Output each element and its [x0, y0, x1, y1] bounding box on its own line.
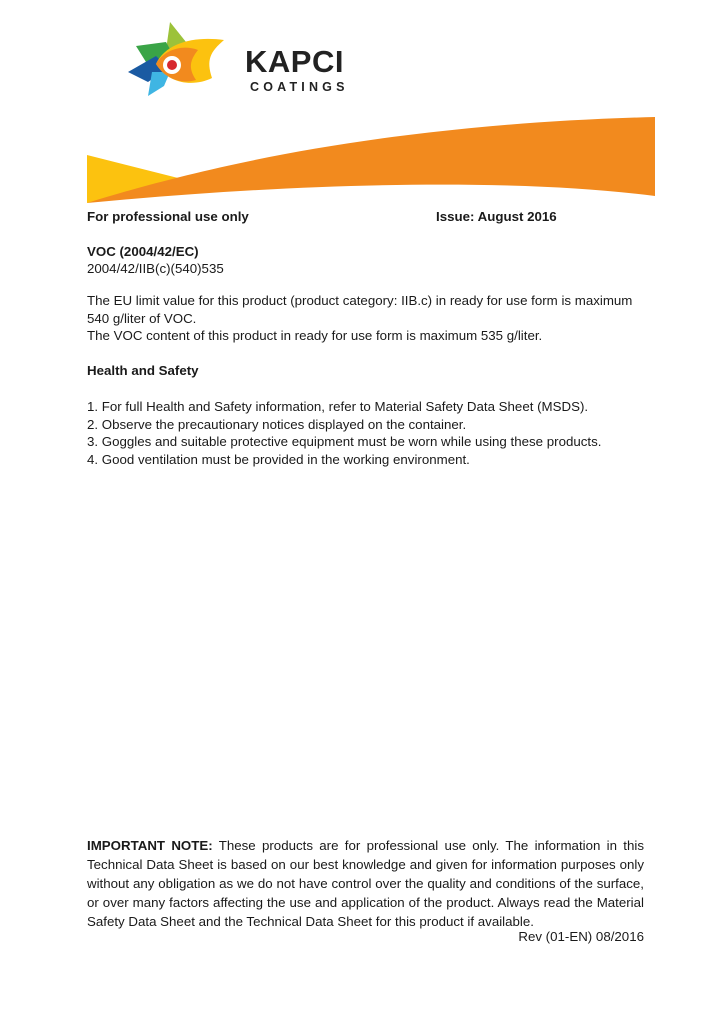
- header-banner-swoosh: [86, 114, 656, 206]
- voc-content: The VOC content of this product in ready for use form is maximum 535 g/liter.: [87, 328, 543, 343]
- list-item: 2. Observe the precautionary notices displayed on the container.: [87, 416, 467, 432]
- voc-code: 2004/42/IIB(c)(540)535: [87, 261, 224, 276]
- voc-title: VOC (2004/42/EC): [87, 244, 199, 259]
- important-note-label: IMPORTANT NOTE:: [87, 838, 213, 853]
- banner-orange-swoosh: [87, 117, 655, 203]
- health-safety-title: Health and Safety: [87, 363, 199, 378]
- health-safety-list: [87, 398, 601, 468]
- important-note-text: These products are for professional use only. The information in this Technical Data Sheet is based on our best knowledge and given for information purposes only without any obligation as we do not have control over the quality and conditions of the surface, or over many factors affecting the use and application of the product. Always read the Material Safety Data Sheet and the Technical Data Sheet for this product if available.: [87, 838, 644, 929]
- voc-eu-limit: The EU limit value for this product (product category: IIB.c) in ready for use form is maximum 540 g/liter of VOC.: [87, 293, 633, 326]
- voc-paragraph: [87, 292, 647, 345]
- usage-label: For professional use only: [87, 209, 249, 224]
- revision-label: Rev (01-EN) 08/2016: [518, 929, 644, 944]
- important-note: [87, 836, 644, 931]
- kapci-logo-icon: [126, 20, 226, 98]
- list-item: 4. Good ventilation must be provided in the working environment.: [87, 451, 470, 467]
- brand-name: KAPCI: [245, 44, 344, 79]
- list-item: 3. Goggles and suitable protective equipment must be worn while using these products.: [87, 434, 602, 449]
- issue-date: Issue: August 2016: [436, 209, 557, 224]
- brand-subtitle: COATINGS: [250, 80, 349, 94]
- list-item: 1. For full Health and Safety information, refer to Material Safety Data Sheet (MSDS).: [87, 399, 589, 414]
